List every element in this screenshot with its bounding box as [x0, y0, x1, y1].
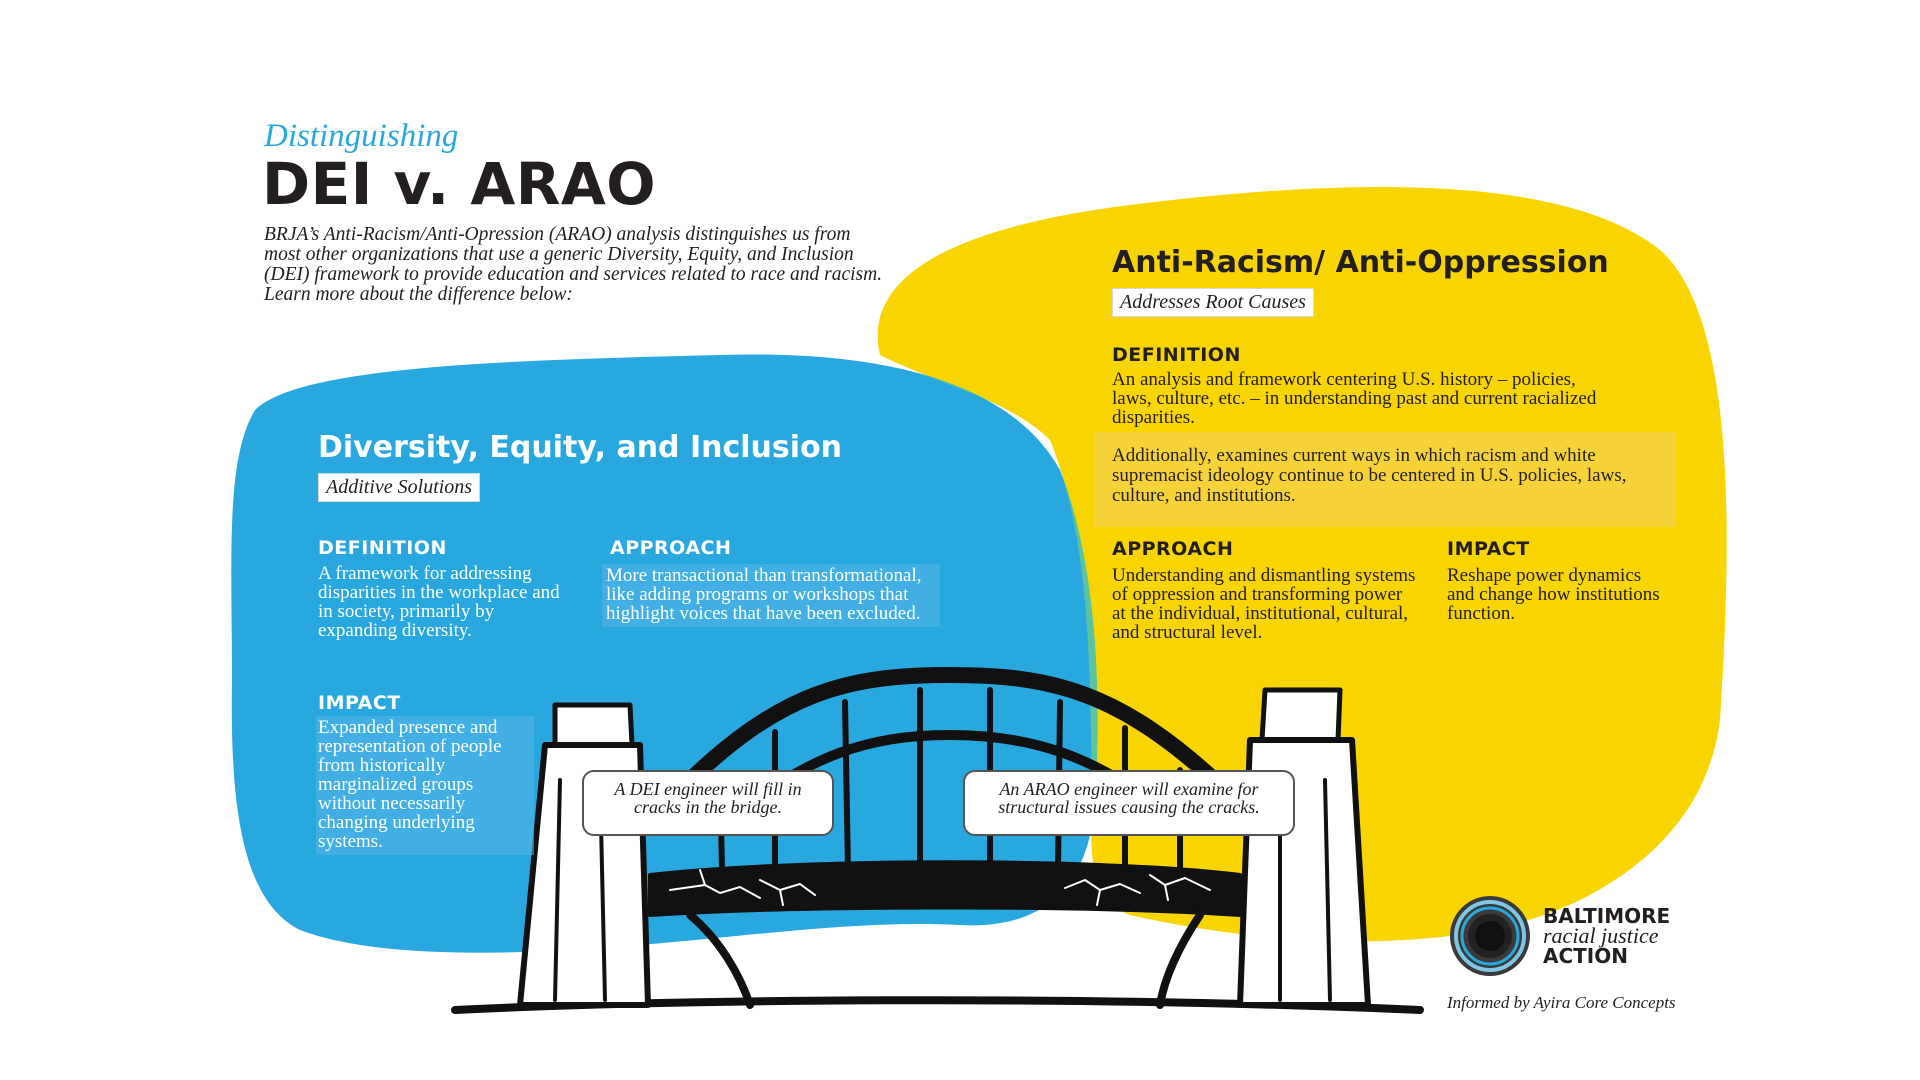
page-title: DEI v. ARAO	[262, 150, 657, 218]
page-subtitle: Distinguishing	[264, 118, 459, 154]
dei-heading: Diversity, Equity, and Inclusion	[318, 430, 843, 465]
arao-tag: Addresses Root Causes	[1112, 288, 1314, 317]
arao-definition-text: An analysis and framework centering U.S. history – policies, laws, culture, etc. – in understanding past and current racialized disparities.	[1112, 369, 1597, 428]
credit-text: Informed by Ayira Core Concepts	[1447, 993, 1676, 1012]
intro-text: BRJA’s Anti-Racism/Anti-Opression (ARAO) analysis distinguishes us from most other organizations that use a generic Diversity, Equity, and Inclusion (DEI) framework to provide education and services related to race and racism. Learn more about the difference below:	[264, 224, 883, 305]
arao-approach-label: APPROACH	[1112, 538, 1234, 560]
arao-definition-label: DEFINITION	[1112, 344, 1241, 366]
dei-tag: Additive Solutions	[318, 473, 480, 502]
arao-additional-text: Additionally, examines current ways in which racism and white supremacist ideology continue to be centered in U.S. policies, laws, culture, and institutions.	[1094, 432, 1676, 527]
logo-line-3: ACTION	[1543, 944, 1628, 968]
arao-heading: Anti-Racism/ Anti-Oppression	[1112, 245, 1609, 280]
dei-impact-label: IMPACT	[318, 692, 401, 714]
arao-engineer-callout: An ARAO engineer will examine for structural issues causing the cracks.	[963, 770, 1295, 836]
logo-line-1: BALTIMORE	[1543, 904, 1671, 928]
arao-impact-label: IMPACT	[1447, 538, 1530, 560]
ring-logo-icon	[1447, 893, 1533, 979]
dei-definition-label: DEFINITION	[318, 537, 447, 559]
dei-definition-text: A framework for addressing disparities in the workplace and in society, primarily by expanding diversity.	[318, 563, 560, 641]
logo-wordmark	[1543, 906, 1670, 966]
dei-approach-label: APPROACH	[610, 537, 732, 559]
logo-line-2: racial justice	[1543, 923, 1659, 948]
dei-approach-text: More transactional than transformational, like adding programs or workshops that highlight voices that have been excluded.	[602, 564, 940, 627]
dei-impact-text: Expanded presence and representation of people from historically marginalized groups without necessarily changing underlying systems.	[316, 716, 534, 855]
arao-approach-text: Understanding and dismantling systems of oppression and transforming power at the individual, institutional, cultural, and structural level.	[1112, 565, 1416, 643]
dei-engineer-callout: A DEI engineer will fill in cracks in the bridge.	[582, 770, 834, 836]
arao-impact-text: Reshape power dynamics and change how institutions function.	[1447, 565, 1660, 624]
